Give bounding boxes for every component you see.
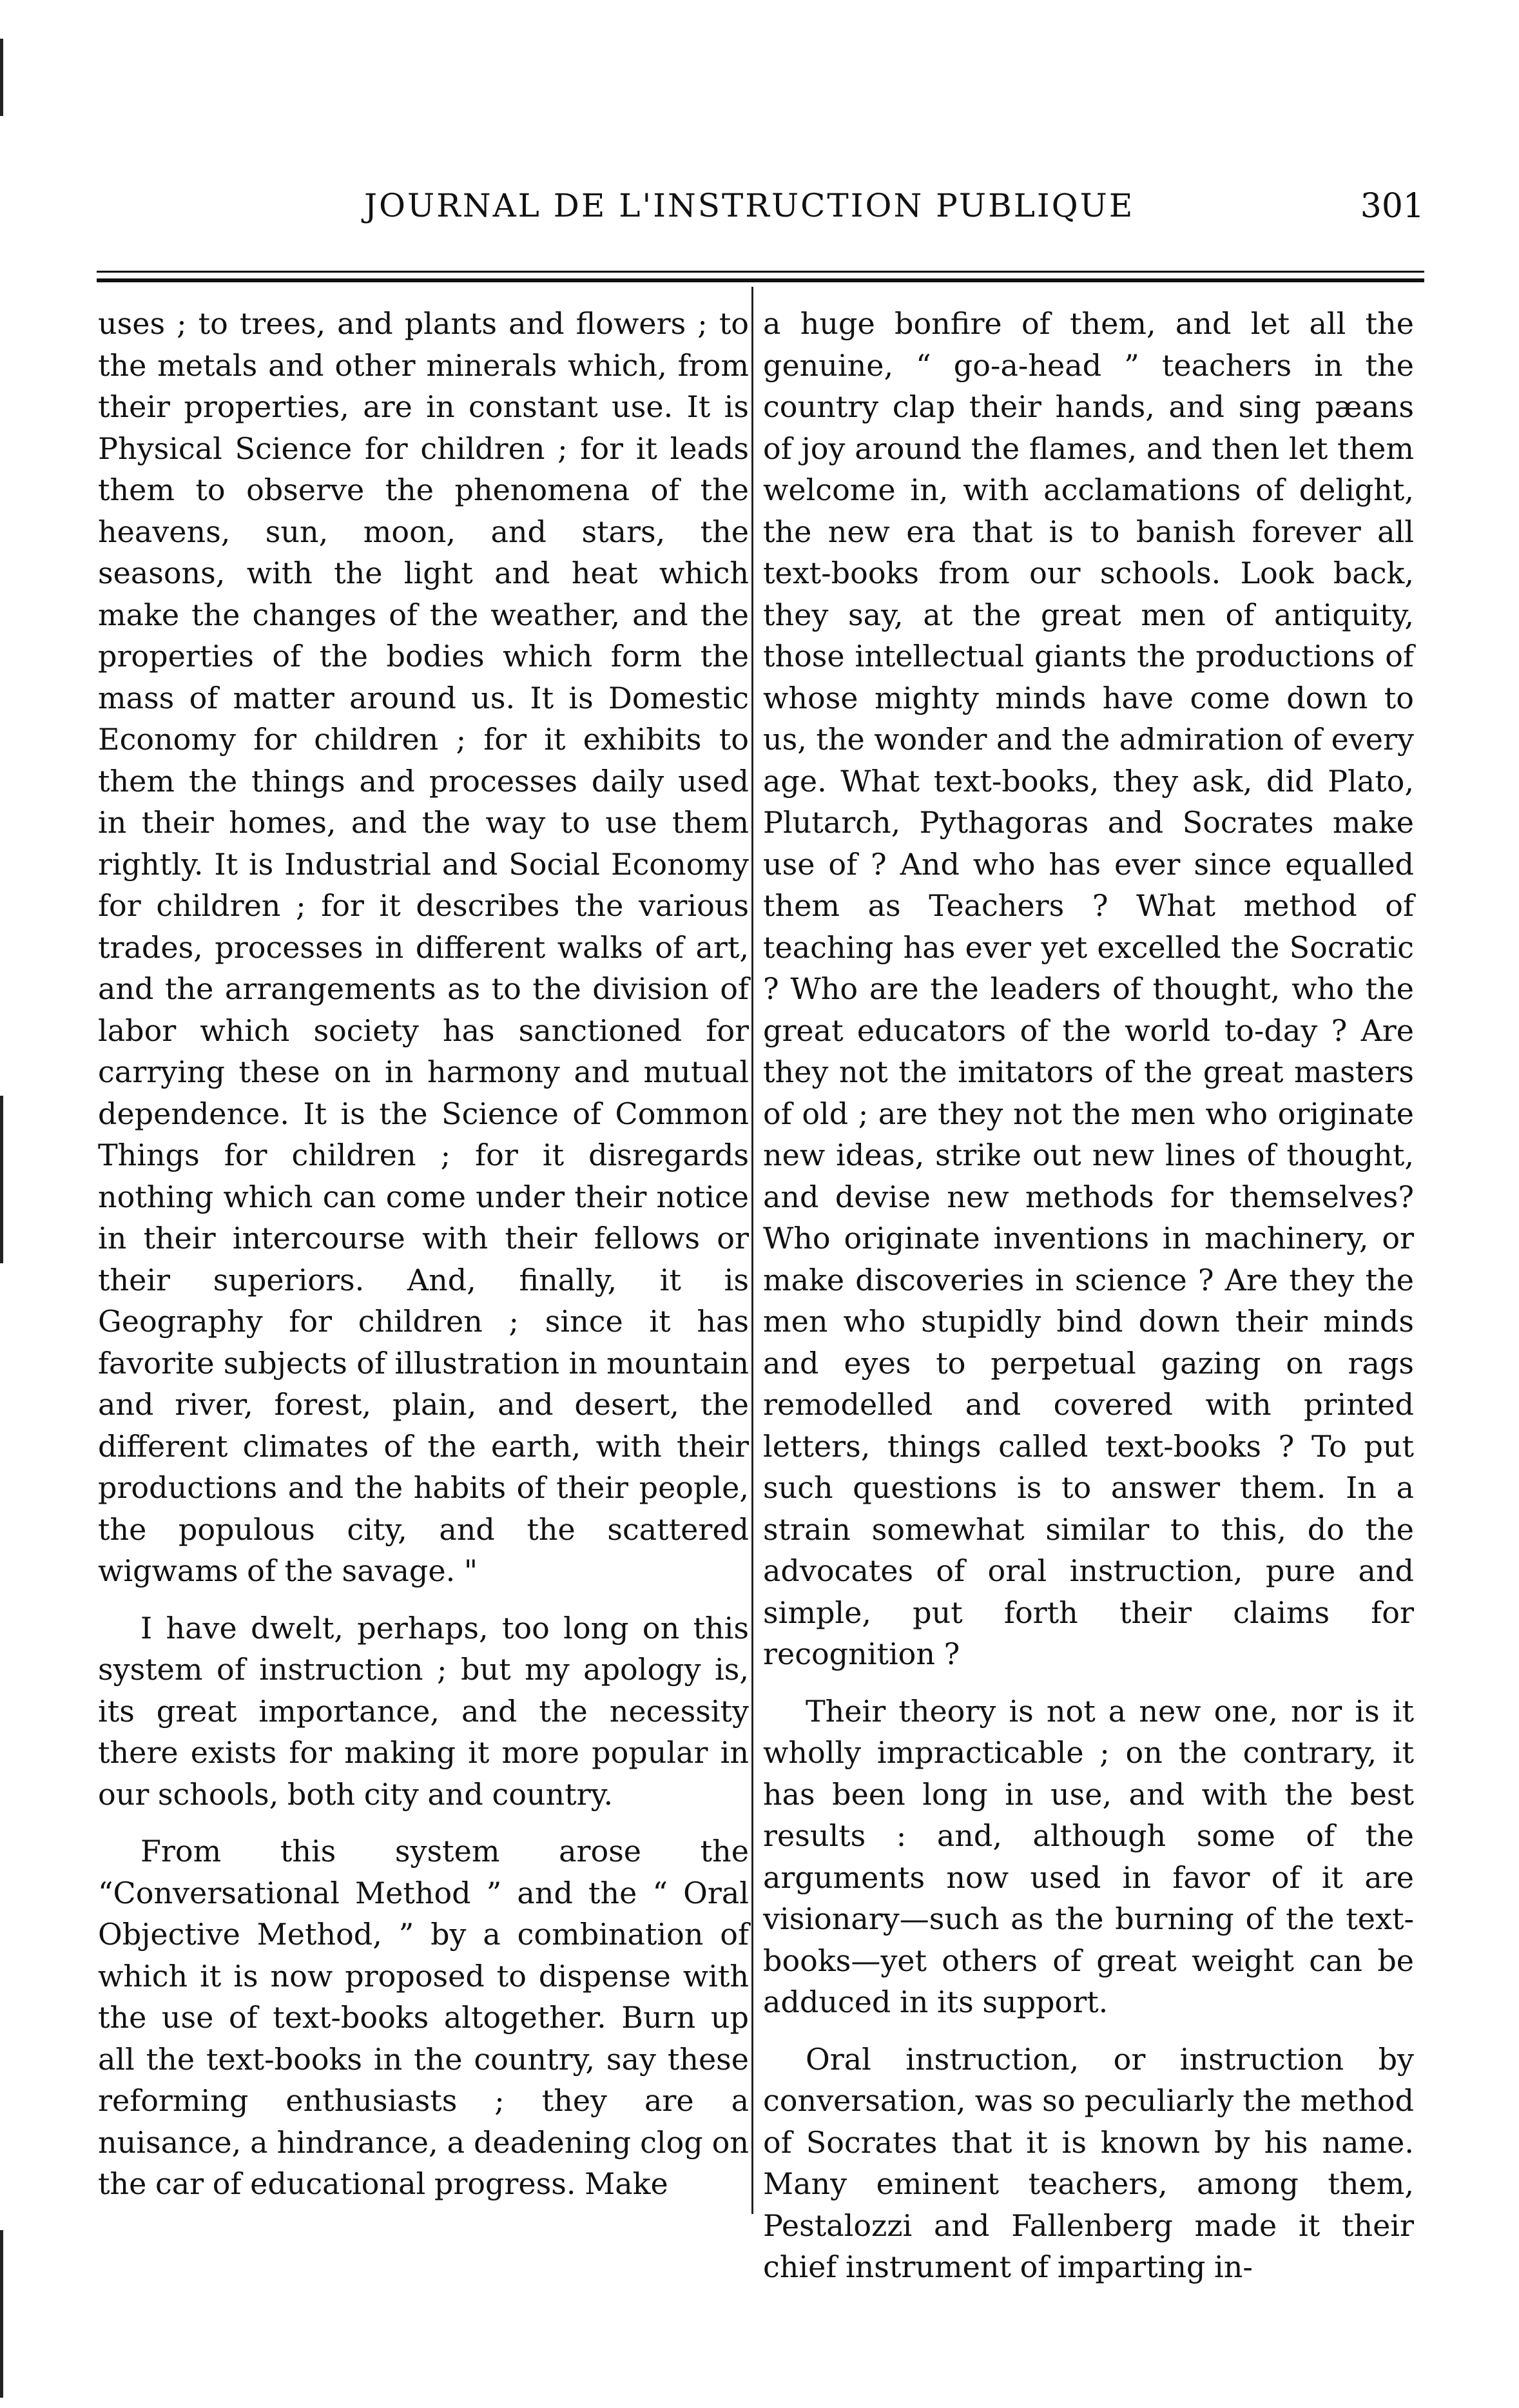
header-rule-thick xyxy=(97,278,1424,282)
page-edge-mark-bottom xyxy=(0,2230,3,2398)
page-edge-mark-top xyxy=(0,39,3,116)
column-divider xyxy=(751,287,753,2214)
paragraph: From this system arose the “Conversational Method ” and the “ Oral Objective Method, ” by a combination of which it is now proposed to dispense with the use of text-books altogether. Burn up all the text-books in the country, say these reforming enthusiasts ; they are a nuisance, a hindrance, a deadening clog on the car of educational progress. Make xyxy=(98,1834,749,2201)
header-rule-thin xyxy=(97,271,1424,273)
page-number: 301 xyxy=(1360,187,1424,226)
paragraph: I have dwelt, perhaps, too long on this system of instruction ; but my apology is, its great importance, and the necessity there exists for making it more popular in our schools, both city and country. xyxy=(98,1610,749,1812)
paragraph: Their theory is not a new one, nor is it wholly impracticable ; on the contrary, it has been long in use, and with the best results : and, although some of the arguments now used in favor of it are visionary—such as the burning of the text-books—yet others of great weight can be adduced in its support. xyxy=(763,1693,1414,2019)
paragraph: uses ; to trees, and plants and flowers ; to the metals and other minerals which, from their properties, are in constant use. It is Physical Science for children ; for it leads them to observe the phenomena of the heavens, sun, moon, and stars, the seasons, with the light and heat which make the changes of the weather, and the properties of the bodies which form the mass of matter around us. It is Domestic Economy for children ; for it exhibits to them the things and processes daily used in their homes, and the way to use them rightly. It is Industrial and Social Economy for children ; for it describes the various trades, processes in different walks of art, and the arrangements as to the division of labor which society has sanctioned for carrying these on in harmony and mutual dependence. It is the Science of Common Things for children ; for it disregards nothing which can come under their notice in their intercourse with their fellows or their superiors. And, finally, it is Geography for children ; since it has favorite subjects of illustration in mountain and river, forest, plain, and desert, the different climates of the earth, with their productions and the habits of their people, the populous city, and the scattered wigwams of the savage. " xyxy=(98,306,749,1588)
page-edge-mark-mid xyxy=(0,1096,3,1263)
running-title: JOURNAL DE L'INSTRUCTION PUBLIQUE xyxy=(364,187,1135,224)
paragraph: a huge bonfire of them, and let all the genuine, “ go-a-head ” teachers in the country clap their hands, and sing pæans of joy around the flames, and then let them welcome in, with acclamations of delight, the new era that is to banish forever all text-books from our schools. Look back, they say, at the great men of antiquity, those intellectual giants the productions of whose mighty minds have come down to us, the wonder and the admiration of every age. What text-books, they ask, did Plato, Plutarch, Pythagoras and Socrates make use of ? And who has ever since equalled them as Teachers ? What method of teaching has ever yet excelled the Socratic ? Who are the leaders of thought, who the great educators of the world to-day ? Are they not the imitators of the great masters of old ; are they not the men who originate new ideas, strike out new lines of thought, and devise new methods for themselves? Who originate inventions in machinery, or make discoveries in science ? Are they the men who stupidly bind down their minds and eyes to perpetual gazing on rags remodelled and covered with printed letters, things called text-books ? To put such questions is to answer them. In a strain somewhat similar to this, do the advocates of oral instruction, pure and simple, put forth their claims for recognition ? xyxy=(763,306,1414,1671)
page-header xyxy=(97,187,1424,245)
paragraph: Oral instruction, or instruction by conversation, was so peculiarly the method of Socrates that it is known by his name. Many eminent teachers, among them, Pestalozzi and Fallenberg made it their chief instrument of imparting in- xyxy=(763,2041,1414,2284)
left-column xyxy=(98,303,749,2220)
right-column xyxy=(763,303,1414,2304)
